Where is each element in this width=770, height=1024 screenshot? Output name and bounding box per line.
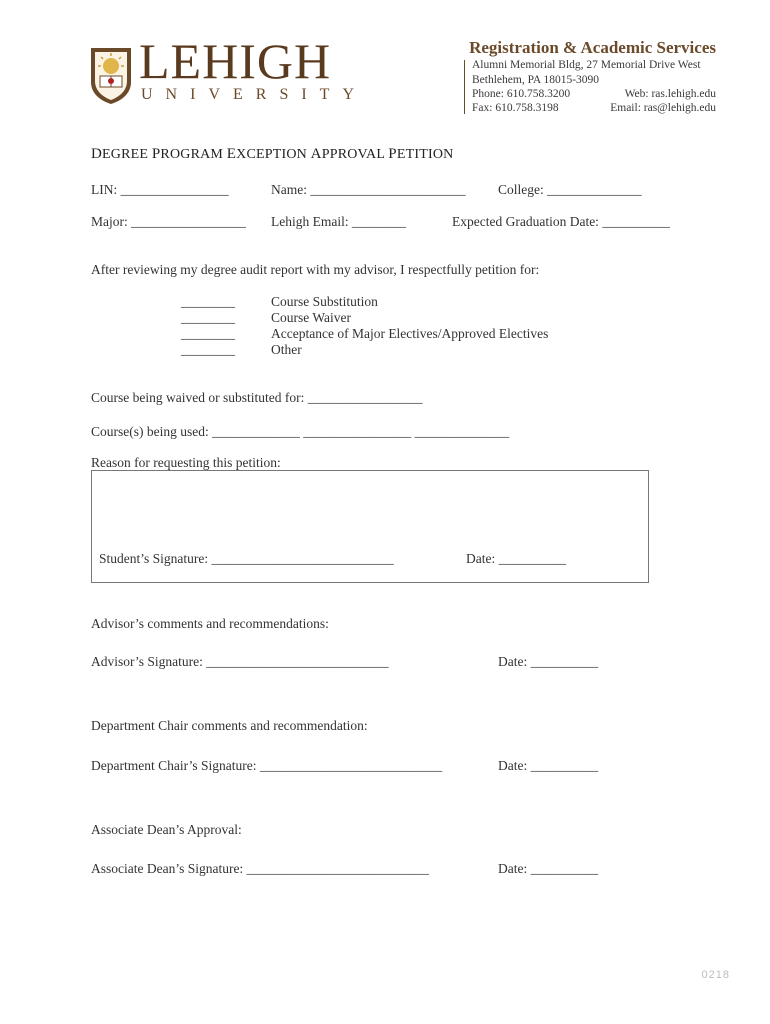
chair-comments-label: Department Chair comments and recommendation: [91, 718, 368, 733]
address-divider [464, 60, 465, 114]
student-signature-field[interactable]: Student’s Signature: ___________________________ [99, 551, 394, 566]
phone-text: Phone: 610.758.3200 [472, 88, 571, 100]
office-title: Registration & Academic Services [469, 38, 716, 57]
reason-label: Reason for requesting this petition: [91, 455, 281, 470]
address-line-2: Bethlehem, PA 18015-3090 [472, 74, 600, 86]
option-label-waiver: Course Waiver [271, 310, 352, 325]
advisor-comments-label: Advisor’s comments and recommendations: [91, 616, 329, 631]
option-label-electives: Acceptance of Major Electives/Approved Electives [271, 326, 549, 341]
advisor-signature-field[interactable]: Advisor’s Signature: ___________________________ [91, 654, 389, 669]
option-blank-waiver[interactable]: ________ [181, 310, 235, 325]
option-blank-substitution[interactable]: ________ [181, 294, 235, 309]
course-waived-field[interactable]: Course being waived or substituted for: _________________ [91, 390, 423, 405]
chair-signature-field[interactable]: Department Chair’s Signature: ___________________________ [91, 758, 443, 773]
form-title: DEGREE PROGRAM EXCEPTION APPROVAL PETITION [91, 146, 454, 162]
option-blank-electives[interactable]: ________ [181, 326, 235, 341]
graduation-date-field[interactable]: Expected Graduation Date: __________ [452, 214, 670, 229]
dean-date-field[interactable]: Date: __________ [498, 861, 599, 876]
logo-subtitle: UNIVERSITY [141, 86, 367, 103]
page-number: 0218 [701, 969, 730, 981]
major-field[interactable]: Major: _________________ [91, 214, 246, 229]
courses-used-field[interactable]: Course(s) being used: _____________ ________________ ______________ [91, 424, 510, 439]
option-label-other: Other [271, 342, 302, 357]
web-text: Web: ras.lehigh.edu [624, 88, 716, 100]
student-date-field[interactable]: Date: __________ [466, 551, 567, 566]
address-line-1: Alumni Memorial Bldg, 27 Memorial Drive West [472, 59, 701, 71]
option-blank-other[interactable]: ________ [181, 342, 235, 357]
advisor-date-field[interactable]: Date: __________ [498, 654, 599, 669]
name-field[interactable]: Name: _______________________ [271, 182, 466, 197]
fax-text: Fax: 610.758.3198 [472, 102, 559, 114]
lehigh-seal-logo [89, 46, 133, 106]
dean-signature-field[interactable]: Associate Dean’s Signature: ___________________________ [91, 861, 429, 876]
logo-wordmark: LEHIGH [139, 33, 332, 89]
chair-date-field[interactable]: Date: __________ [498, 758, 599, 773]
lin-field[interactable]: LIN: ________________ [91, 182, 229, 197]
option-label-substitution: Course Substitution [271, 294, 378, 309]
email-text: Email: ras@lehigh.edu [610, 102, 716, 114]
dean-approval-label: Associate Dean’s Approval: [91, 822, 242, 837]
lehigh-email-field[interactable]: Lehigh Email: ________ [271, 214, 406, 229]
petition-intro: After reviewing my degree audit report with my advisor, I respectfully petition for: [91, 262, 540, 277]
college-field[interactable]: College: ______________ [498, 182, 642, 197]
